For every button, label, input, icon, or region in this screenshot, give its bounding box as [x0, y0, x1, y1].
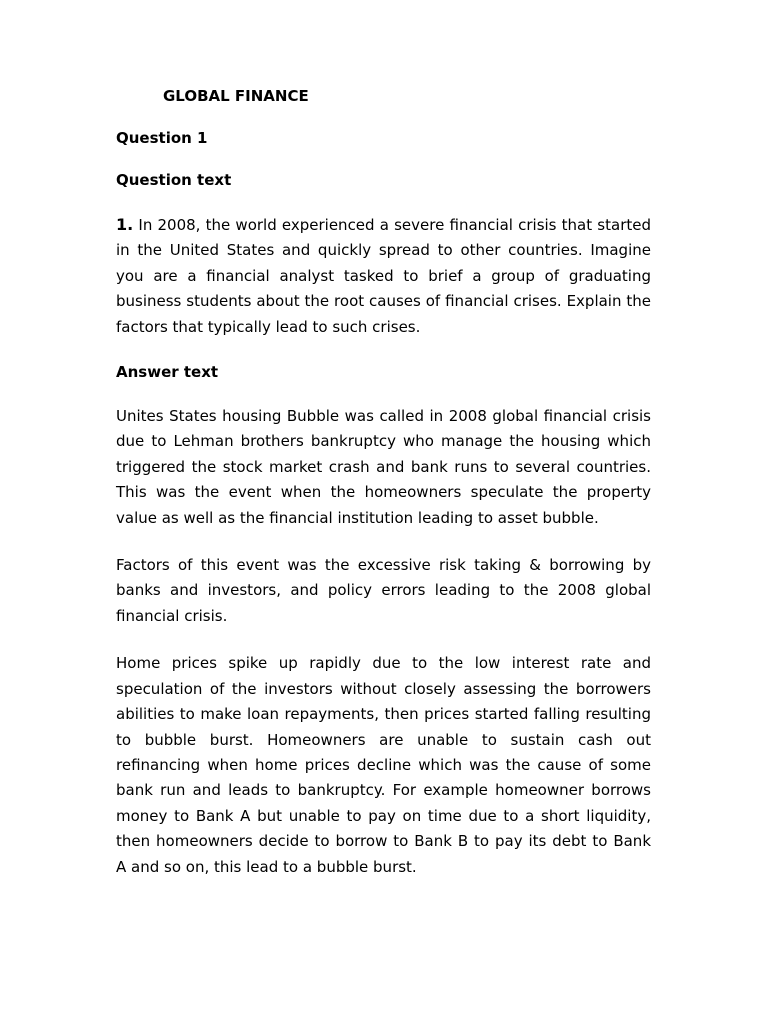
answer-paragraph-2: Factors of this event was the excessive risk taking & borrowing by banks and investors, and policy errors leading to the 2008 global financial crisis. — [116, 556, 651, 625]
question-label: Question 1 — [116, 129, 208, 147]
question-number: 1. — [116, 215, 134, 234]
question-paragraph — [116, 212, 651, 340]
answer-paragraph-1: Unites States housing Bubble was called in 2008 global financial crisis due to Lehman brothers bankruptcy who manage the housing which triggered the stock market crash and bank runs to several countries. This was the event when the homeowners speculate the property value as well as the financial institution leading to asset bubble. — [116, 407, 651, 527]
answer-text-label: Answer text — [116, 363, 219, 382]
document-page — [116, 86, 651, 880]
answer-paragraph-3: Home prices spike up rapidly due to the low interest rate and speculation of the investors without closely assessing the borrowers abilities to make loan repayments, then prices started falling resulting to bubble burst. Homeowners are unable to sustain cash out refinancing when home prices decline which was the cause of some bank run and leads to bankruptcy. For example homeowner borrows money to Bank A but unable to pay on time due to a short liquidity, then homeowners decide to borrow to Bank B to pay its debt to Bank A and so on, this lead to a bubble burst. — [116, 654, 651, 876]
question-text-label: Question text — [116, 171, 232, 189]
document-title: GLOBAL FINANCE — [163, 87, 309, 105]
question-body: In 2008, the world experienced a severe financial crisis that started in the United States and quickly spread to other countries. Imagine you are a financial analyst tasked to brief a group of graduating business students about the root causes of financial crises. Explain the factors that typically lead to such crises. — [116, 216, 651, 336]
